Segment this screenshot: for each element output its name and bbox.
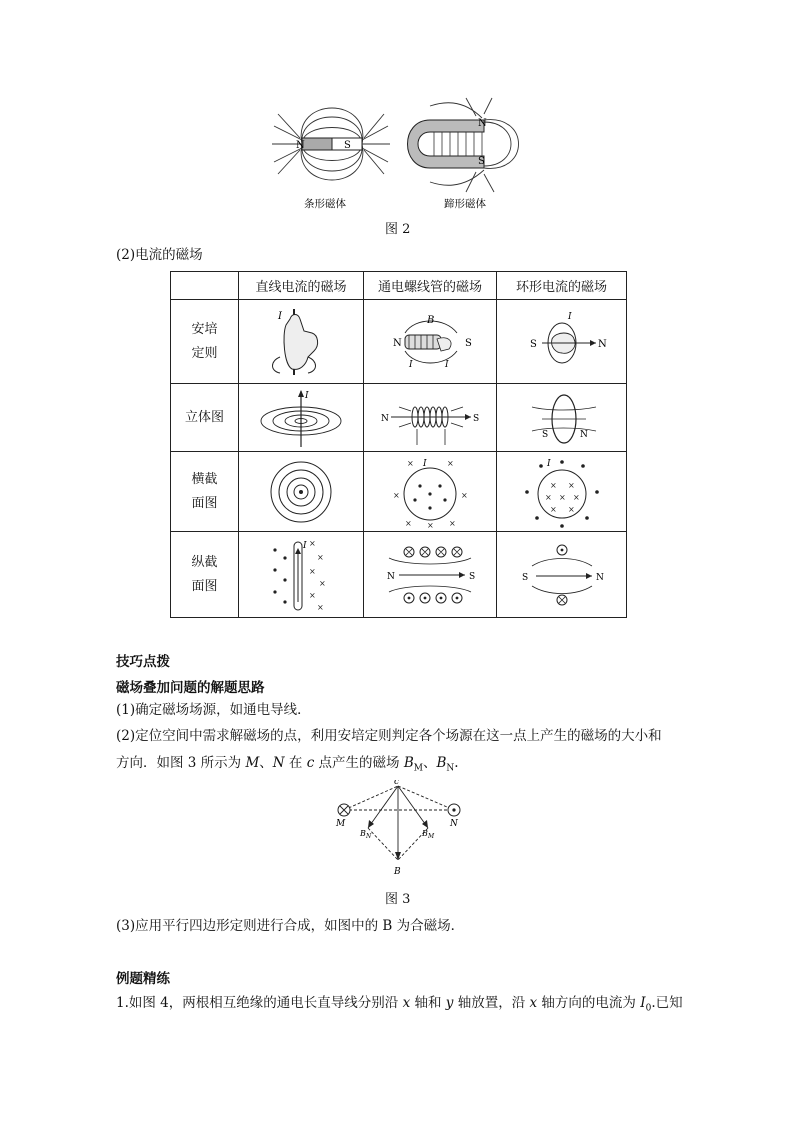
tips-item-1: (1)确定磁场场源，如通电导线．	[116, 702, 311, 718]
cell-solenoid-ampere	[364, 300, 497, 384]
svg-text:N: N	[366, 833, 372, 840]
svg-text:N: N	[579, 429, 588, 440]
figure-2-label: 图 2	[385, 222, 411, 237]
svg-text:×: ×	[393, 490, 400, 500]
cell-solenoid-3d	[364, 384, 497, 452]
table-header-straight: 直线电流的磁场	[239, 272, 364, 300]
tips-item-2-line-1: (2)定位空间中需求解磁场的点，利用安培定则判定各个场源在这一点上产生的磁场的大小和	[116, 728, 662, 744]
tips-subheading: 磁场叠加问题的解题思路	[116, 680, 265, 696]
svg-text:B: B	[394, 867, 401, 877]
svg-text:×: ×	[567, 480, 575, 490]
svg-text:I: I	[303, 540, 307, 551]
bar-magnet-caption: 条形磁体	[304, 198, 346, 210]
cell-straight-cross	[239, 452, 364, 532]
svg-text:×: ×	[447, 458, 454, 468]
row-label-longitudinal: 纵截 面图	[171, 532, 239, 618]
tips-heading: 技巧点拨	[116, 654, 170, 670]
svg-text:×: ×	[317, 602, 324, 612]
svg-text:×: ×	[549, 480, 557, 490]
cell-straight-3d	[239, 384, 364, 452]
svg-text:M: M	[428, 833, 435, 840]
cell-straight-longitudinal	[239, 532, 364, 618]
svg-text:I: I	[305, 390, 309, 401]
svg-text:I: I	[567, 311, 572, 322]
straight-wire-3d-diagram	[251, 387, 351, 449]
horseshoe-n-label: N	[478, 118, 487, 129]
bar-magnet-n-label: N	[296, 140, 305, 151]
table-row	[171, 532, 627, 618]
svg-text:S: S	[529, 338, 537, 350]
svg-text:×: ×	[407, 458, 414, 468]
svg-text:×: ×	[309, 590, 316, 600]
table-row	[171, 452, 627, 532]
straight-wire-longitudinal	[261, 536, 341, 614]
loop-cross-section	[517, 456, 607, 528]
svg-text:I: I	[278, 310, 282, 322]
svg-text:N: N	[450, 819, 458, 829]
svg-text:×: ×	[461, 490, 468, 500]
horseshoe-s-label: S	[478, 156, 485, 167]
cell-loop-cross	[497, 452, 627, 532]
straight-wire-hand-diagram	[256, 305, 346, 379]
current-field-section-title: (2)电流的磁场	[116, 247, 203, 263]
solenoid-longitudinal	[375, 536, 485, 614]
svg-text:I: I	[409, 359, 413, 370]
svg-text:S: S	[465, 337, 472, 349]
row-label-cross-section: 横截 面图	[171, 452, 239, 532]
svg-text:×: ×	[317, 552, 324, 562]
table-header-corner	[171, 272, 239, 300]
svg-text:×: ×	[549, 504, 557, 514]
svg-text:I: I	[546, 458, 551, 469]
horseshoe-magnet-caption: 蹄形磁体	[444, 198, 486, 210]
loop-hand-diagram	[512, 305, 612, 379]
svg-text:×: ×	[319, 578, 326, 588]
tips-item-3: (3)应用平行四边形定则进行合成，如图中的 B 为合磁场．	[116, 918, 465, 934]
svg-text:S: S	[473, 413, 480, 424]
svg-text:N: N	[595, 572, 604, 583]
cell-solenoid-longitudinal	[364, 532, 497, 618]
table-row	[171, 384, 627, 452]
tips-item-2-line-2: 方向．如图 3 所示为 M、N 在 c 点产生的磁场 $B_M$、$B_N$.	[116, 755, 459, 774]
loop-3d-diagram	[512, 387, 612, 449]
horseshoe-inner-field	[434, 132, 482, 156]
svg-text:×: ×	[427, 520, 434, 528]
svg-text:S: S	[469, 571, 476, 582]
table-header-solenoid: 通电螺线管的磁场	[364, 272, 497, 300]
cell-solenoid-cross	[364, 452, 497, 532]
current-magnetic-field-table	[170, 271, 627, 618]
table-header-loop: 环形电流的磁场	[497, 272, 627, 300]
svg-text:S: S	[541, 429, 548, 440]
solenoid-cross-section	[385, 456, 475, 528]
svg-text:B: B	[427, 314, 435, 326]
svg-text:×: ×	[405, 518, 412, 528]
figure-3-label: 图 3	[385, 892, 411, 907]
svg-text:I: I	[423, 458, 427, 469]
example-question-1: 1.如图 4，两根相互绝缘的通电长直导线分别沿 x 轴和 y 轴放置，沿 x 轴方向的电流为 $I_0$.已知	[116, 995, 683, 1014]
figure-3-vector-diagram	[330, 780, 470, 880]
table-row	[171, 300, 627, 384]
svg-text:N: N	[597, 338, 607, 350]
loop-longitudinal	[512, 536, 612, 614]
svg-text:B: B	[360, 829, 366, 838]
svg-text:×: ×	[309, 566, 316, 576]
svg-text:N: N	[387, 571, 395, 582]
svg-text:B: B	[422, 829, 428, 838]
solenoid-hand-diagram	[375, 305, 485, 379]
cell-loop-3d	[497, 384, 627, 452]
solenoid-3d-diagram	[375, 387, 485, 449]
example-heading: 例题精练	[116, 971, 170, 987]
svg-text:N: N	[393, 337, 402, 349]
svg-text:S: S	[521, 572, 528, 583]
cell-loop-longitudinal	[497, 532, 627, 618]
bar-magnet-north-half	[302, 138, 332, 150]
figure-2-magnets	[262, 92, 534, 216]
svg-text:c: c	[394, 780, 400, 787]
svg-text:×: ×	[567, 504, 575, 514]
bar-magnet-s-label: S	[344, 140, 351, 151]
straight-wire-cross-section	[261, 456, 341, 528]
svg-text:×: ×	[309, 538, 316, 548]
cell-loop-ampere	[497, 300, 627, 384]
svg-text:×: ×	[449, 518, 456, 528]
svg-text:N: N	[381, 413, 389, 424]
cell-straight-ampere	[239, 300, 364, 384]
horseshoe-magnet	[408, 120, 485, 168]
svg-text:×: ×	[572, 492, 580, 502]
svg-text:×: ×	[544, 492, 552, 502]
row-label-3d: 立体图	[171, 384, 239, 452]
svg-text:×: ×	[558, 492, 566, 502]
svg-text:M: M	[336, 819, 346, 829]
svg-text:I: I	[445, 359, 449, 370]
row-label-ampere: 安培 定则	[171, 300, 239, 384]
